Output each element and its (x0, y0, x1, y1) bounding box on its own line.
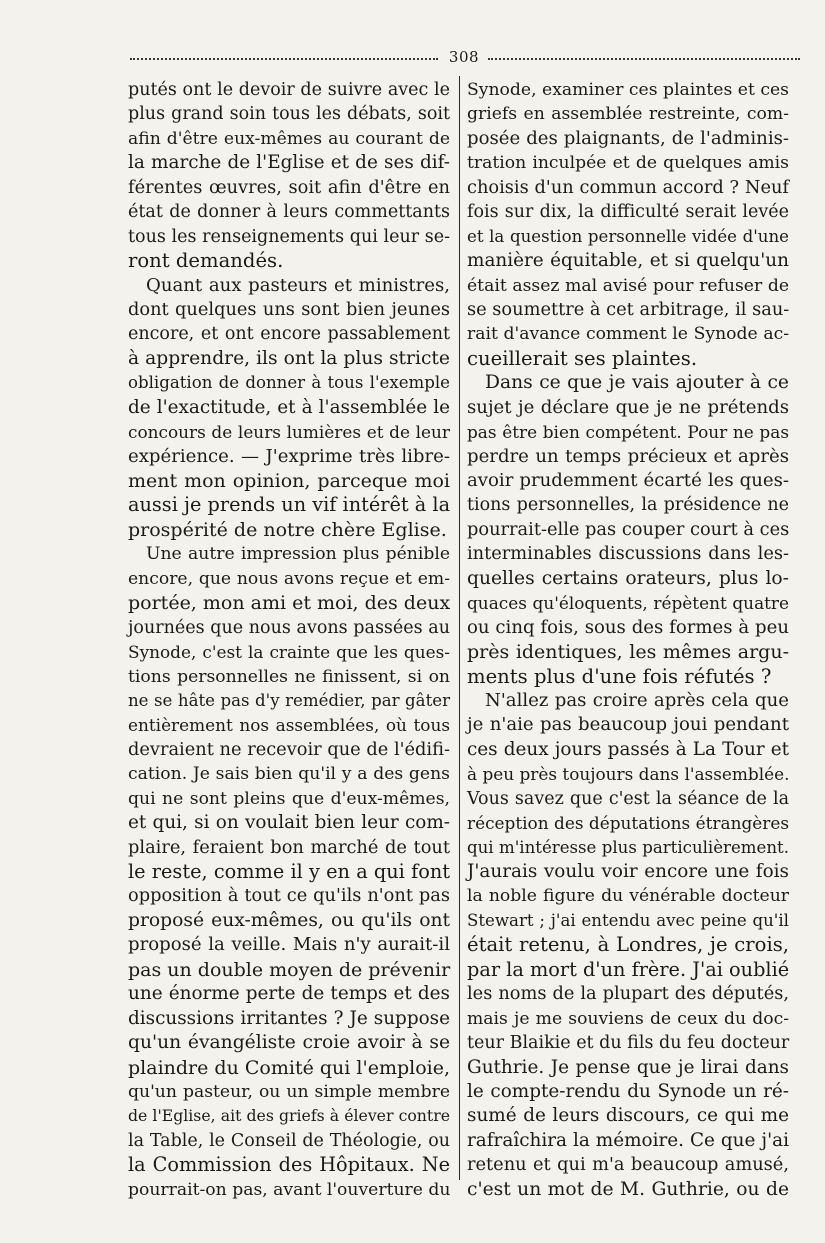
text-line: était retenu, à Londres, je crois, (467, 933, 789, 957)
text-line: afin d'être eux-mêmes au courant de (128, 128, 450, 149)
text-line: la noble figure du vénérable docteur (467, 886, 789, 907)
text-line: prospérité de notre chère Eglise. (128, 518, 447, 541)
text-line: cueillerait ses plaintes. (467, 346, 698, 370)
text-line: qui m'intéresse plus particulièrement. (467, 837, 789, 857)
text-line: réception des députations étrangères (467, 813, 789, 834)
column-divider (459, 76, 460, 1180)
text-line: Guthrie. Je pense que je lirai dans (467, 1056, 789, 1078)
text-line: tous les renseignements qui leur se- (128, 226, 450, 247)
text-line: la Table, le Conseil de Théologie, ou (128, 1130, 450, 1151)
text-line: et la question personnelle vidée d'une (467, 226, 789, 246)
text-line: teur Blaikie et du fils du feu docteur (467, 1033, 790, 1054)
text-line: une énorme perte de temps et des (128, 983, 450, 1005)
text-line: aussi je prends un vif intérêt à la (128, 493, 451, 517)
page-number: 308 (448, 48, 480, 66)
text-line: J'aurais voulu voir encore une fois (467, 861, 789, 882)
text-line: pourrait-elle pas couper court à ces (467, 518, 790, 540)
text-line: expérience. — J'exprime très libre- (128, 445, 450, 467)
text-line: discussions irritantes ? Je suppose (128, 1007, 450, 1029)
text-line: quelles certains orateurs, plus lo- (467, 567, 789, 589)
text-line: entièrement nos assemblées, où tous (128, 715, 450, 736)
text-line: fois sur dix, la difficulté serait levée (467, 202, 789, 223)
text-line: état de donner à leurs commettants (128, 202, 450, 223)
text-line: posée des plaignants, de l'adminis- (467, 127, 789, 149)
text-line: portée, mon ami et moi, des deux (128, 592, 451, 615)
text-line: Synode, examiner ces plaintes et ces (467, 80, 789, 100)
text-line: se soumettre à cet arbitrage, il sau- (467, 298, 790, 320)
text-line: la Commission des Hôpitaux. Ne (128, 1153, 450, 1177)
text-line: par la mort d'un frère. J'ai oublié (467, 957, 790, 981)
text-line: je n'aie pas beaucoup joui pendant (467, 714, 789, 736)
text-line: ces deux jours passés à La Tour et (467, 738, 789, 760)
text-line: perdre un temps précieux et après (467, 445, 789, 467)
text-line: Synode, c'est la crainte que les ques- (128, 642, 450, 663)
text-line: opposition à tout ce qu'ils n'ont pas (128, 885, 450, 907)
text-line: tration inculpée et de quelques amis (467, 153, 789, 174)
text-line: proposé la veille. Mais n'y aurait-il (128, 934, 450, 956)
text-line: à apprendre, ils ont la plus stricte (128, 347, 450, 369)
text-line: Stewart ; j'ai entendu avec peine qu'il (467, 910, 789, 930)
right-column (467, 78, 789, 1202)
text-line: près identiques, les mêmes argu- (467, 641, 789, 664)
page-header (118, 48, 808, 68)
text-line: encore, et ont encore passablement (128, 324, 450, 345)
text-line: pas être bien compétent. Pour ne pas (467, 422, 789, 443)
text-line: ments plus d'une fois réfutés ? (467, 664, 772, 688)
text-line: le compte-rendu du Synode un ré- (467, 1080, 789, 1102)
text-line: plus grand soin tous les débats, soit (128, 104, 450, 125)
text-line: proposé eux-mêmes, ou qu'ils ont (128, 909, 450, 931)
text-line: avoir prudemment écarté les ques- (467, 470, 789, 491)
text-line: était assez mal avisé pour refuser de (467, 275, 789, 296)
text-line: ment mon opinion, parceque moi (128, 470, 450, 492)
header-rule-right (488, 58, 800, 60)
text-line: Dans ce que je vais ajouter à ce (485, 372, 789, 394)
text-line: Vous savez que c'est la séance de la (467, 788, 789, 809)
text-line: ou cinq fois, sous des formes à peu (467, 616, 789, 638)
text-line: pas un double moyen de prévenir (128, 958, 451, 981)
text-line: de l'Eglise, ait des griefs à élever contre (128, 1106, 450, 1126)
text-line: férentes œuvres, soit afin d'être en (128, 176, 450, 198)
text-line: plaindre du Comité qui l'emploie, (128, 1056, 450, 1079)
text-line: rafraîchira la mémoire. Ce que j'ai (467, 1129, 789, 1151)
text-line: cation. Je sais bien qu'il y a des gens (128, 764, 450, 785)
text-line: putés ont le devoir de suivre avec le (128, 80, 450, 100)
text-line: Une autre impression plus pénible (146, 544, 450, 565)
text-line: N'allez pas croire après cela que (485, 689, 789, 711)
text-line: interminables discussions dans les- (467, 543, 789, 565)
text-line: et qui, si on voulait bien leur com- (128, 812, 450, 834)
text-line: devraient ne recevoir que de l'édifi- (128, 738, 450, 760)
text-line: c'est un mot de M. Guthrie, ou de (467, 1178, 789, 1200)
text-line: sumé de leurs discours, ce qui me (467, 1105, 789, 1127)
text-line: qu'un évangéliste croie avoir à se (128, 1032, 450, 1054)
text-line: plaire, feraient bon marché de tout (128, 836, 450, 858)
header-rule-left (130, 58, 438, 60)
text-line: tions personnelles, la présidence ne (467, 495, 789, 516)
text-line: obligation de donner à tous l'exemple (128, 373, 450, 393)
text-line: la marche de l'Eglise et de ses dif- (128, 152, 450, 174)
text-line: dont quelques uns sont bien jeunes (128, 298, 450, 320)
text-line: rait d'avance comment le Synode ac- (467, 324, 789, 345)
text-line: tions personnelles ne finissent, si on (128, 666, 450, 687)
text-line: encore, que nous avons reçue et em- (128, 568, 450, 589)
text-line: retenu et qui m'a beaucoup amusé, (467, 1154, 789, 1176)
text-line: griefs en assemblée restreinte, com- (467, 104, 789, 125)
text-line: qu'un pasteur, ou un simple membre (128, 1081, 450, 1102)
text-line: choisis d'un commun accord ? Neuf (467, 176, 789, 198)
text-line: de l'exactitude, et à l'assemblée le (128, 396, 450, 418)
text-line: le reste, comme il y en a qui font (128, 860, 450, 883)
text-line: Quant aux pasteurs et ministres, (146, 274, 450, 296)
text-line: concours de leurs lumières et de leur (128, 422, 450, 443)
text-line: quaces qu'éloquents, répètent quatre (467, 593, 789, 614)
text-line: journées que nous avons passées au (128, 617, 450, 638)
text-line: sujet je déclare que je ne prétends (467, 396, 789, 418)
text-line: à peu près toujours dans l'assemblée. (467, 764, 790, 785)
text-line: pourrait-on pas, avant l'ouverture du (128, 1179, 451, 1200)
left-column (128, 78, 450, 1202)
text-line: ne se hâte pas d'y remédier, par gâter (128, 690, 450, 710)
text-line: mais je me souviens de ceux du doc- (467, 1008, 789, 1029)
text-line: manière équitable, et si quelqu'un (467, 250, 789, 272)
text-line: ront demandés. (128, 249, 284, 273)
text-line: qui ne sont pleins que d'eux-mêmes, (128, 788, 450, 809)
text-line: les noms de la plupart des députés, (467, 983, 789, 1005)
